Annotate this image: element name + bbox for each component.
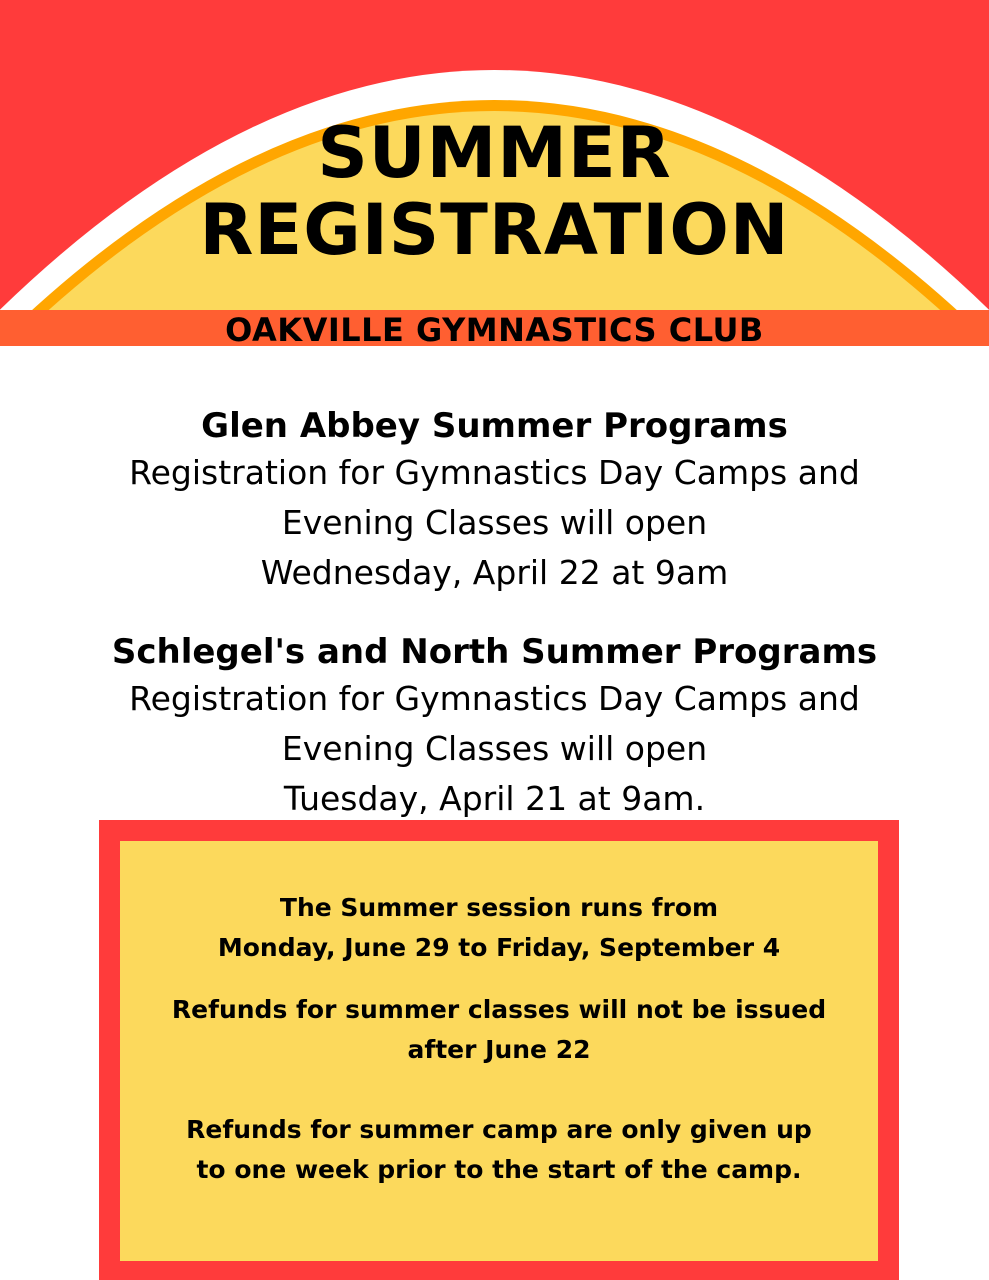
class-refund-policy — [120, 990, 878, 1070]
section-title: Schlegel's and North Summer Programs — [111, 632, 878, 672]
section-line: Evening Classes will open — [281, 503, 708, 542]
refund-line: Refunds for summer camp are only given up — [186, 1115, 812, 1144]
section-open-date: Tuesday, April 21 at 9am. — [283, 779, 706, 818]
club-name: OAKVILLE GYMNASTICS CLUB — [225, 311, 764, 349]
refund-line: after June 22 — [407, 1035, 591, 1064]
camp-refund-policy — [120, 1110, 878, 1190]
section-title: Glen Abbey Summer Programs — [201, 406, 788, 446]
section-line: Registration for Gymnastics Day Camps and — [129, 679, 860, 718]
title-line-1: SUMMER — [317, 112, 672, 194]
refund-line: Refunds for summer classes will not be issued — [171, 995, 827, 1024]
session-dates — [120, 888, 878, 968]
section-open-date: Wednesday, April 22 at 9am — [260, 553, 729, 592]
section-line: Evening Classes will open — [281, 729, 708, 768]
session-line: The Summer session runs from — [279, 893, 719, 922]
section-line: Registration for Gymnastics Day Camps and — [129, 453, 860, 492]
title-line-2: REGISTRATION — [199, 189, 790, 271]
schlegels-north-section — [0, 630, 989, 824]
session-line: Monday, June 29 to Friday, September 4 — [217, 933, 781, 962]
glen-abbey-section — [0, 404, 989, 598]
refund-line: to one week prior to the start of the camp. — [196, 1155, 802, 1184]
